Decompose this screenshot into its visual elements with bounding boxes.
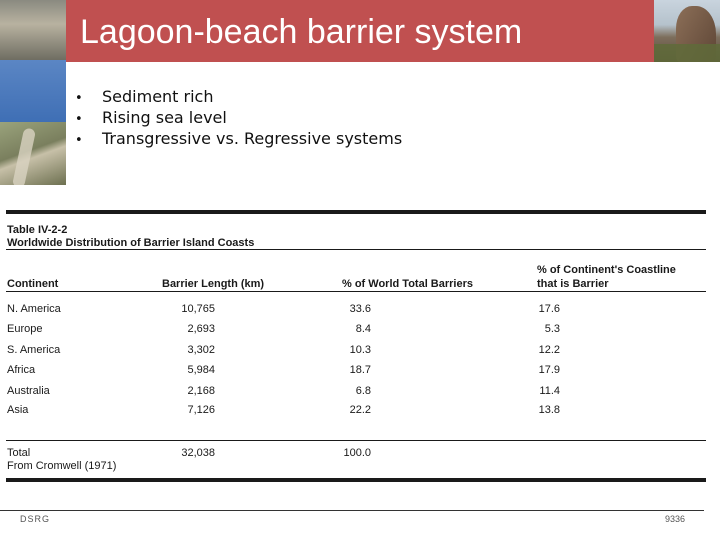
cell-coastline-pct: 17.9 xyxy=(538,364,560,376)
bullet-dot-icon: • xyxy=(75,91,83,106)
col-header-continent: Continent xyxy=(7,278,59,290)
right-photo-coast xyxy=(654,0,720,62)
cell-coastline-pct: 17.6 xyxy=(538,303,560,315)
cell-coastline-pct: 5.3 xyxy=(544,323,560,335)
slide-title: Lagoon-beach barrier system xyxy=(80,13,523,51)
photo-vegetation xyxy=(654,44,720,62)
table-top-rule xyxy=(6,210,706,214)
photo-rocky-shore xyxy=(0,0,66,60)
cell-continent: Asia xyxy=(7,404,29,416)
cell-continent: Africa xyxy=(7,364,36,376)
total-rule xyxy=(6,440,706,441)
table-source: From Cromwell (1971) xyxy=(7,460,117,472)
cell-continent: S. America xyxy=(7,344,61,356)
cell-length: 5,984 xyxy=(187,364,215,376)
table-caption-title: Worldwide Distribution of Barrier Island Coasts xyxy=(7,237,255,249)
bullet-item: • Transgressive vs. Regressive systems xyxy=(75,128,402,149)
cell-length: 2,693 xyxy=(187,323,215,335)
header-rule xyxy=(6,291,706,292)
col-header-world-pct: % of World Total Barriers xyxy=(342,278,474,290)
bullet-dot-icon: • xyxy=(75,112,83,127)
cell-total-label: Total xyxy=(7,447,31,459)
cell-length: 7,126 xyxy=(187,404,215,416)
cell-world-pct: 18.7 xyxy=(349,364,371,376)
cell-world-pct: 22.2 xyxy=(349,404,371,416)
cell-total-world-pct: 100.0 xyxy=(343,447,371,459)
col-header-length: Barrier Length (km) xyxy=(162,278,265,290)
bullet-item: • Rising sea level xyxy=(75,107,402,128)
col-header-coastline-pct-2: that is Barrier xyxy=(537,278,609,290)
cell-world-pct: 6.8 xyxy=(355,385,371,397)
footer-number: 9336 xyxy=(665,514,686,524)
table-caption-number: Table IV-2-2 xyxy=(7,224,68,236)
cell-world-pct: 33.6 xyxy=(349,303,371,315)
cell-length: 10,765 xyxy=(181,303,215,315)
cell-continent: Europe xyxy=(7,323,43,335)
left-photo-strip xyxy=(0,0,66,185)
cell-total-length: 32,038 xyxy=(181,447,215,459)
caption-rule xyxy=(6,249,706,250)
cell-coastline-pct: 11.4 xyxy=(539,385,560,397)
barrier-table xyxy=(0,200,720,490)
photo-water xyxy=(0,60,66,122)
cell-continent: Australia xyxy=(7,385,50,397)
footer-divider xyxy=(0,510,704,511)
col-header-coastline-pct: % of Continent's Coastline xyxy=(537,264,676,276)
cell-coastline-pct: 13.8 xyxy=(538,404,560,416)
cell-length: 3,302 xyxy=(187,344,215,356)
cell-world-pct: 8.4 xyxy=(355,323,371,335)
cell-length: 2,168 xyxy=(187,385,215,397)
bullet-item: • Sediment rich xyxy=(75,86,402,107)
footer-org: DSRG xyxy=(20,514,51,524)
table-bottom-rule xyxy=(6,478,706,482)
bullet-list xyxy=(75,86,402,149)
title-band xyxy=(66,0,654,62)
cell-continent: N. America xyxy=(7,303,61,315)
cell-coastline-pct: 12.2 xyxy=(538,344,560,356)
cell-world-pct: 10.3 xyxy=(349,344,371,356)
bullet-dot-icon: • xyxy=(75,133,83,148)
